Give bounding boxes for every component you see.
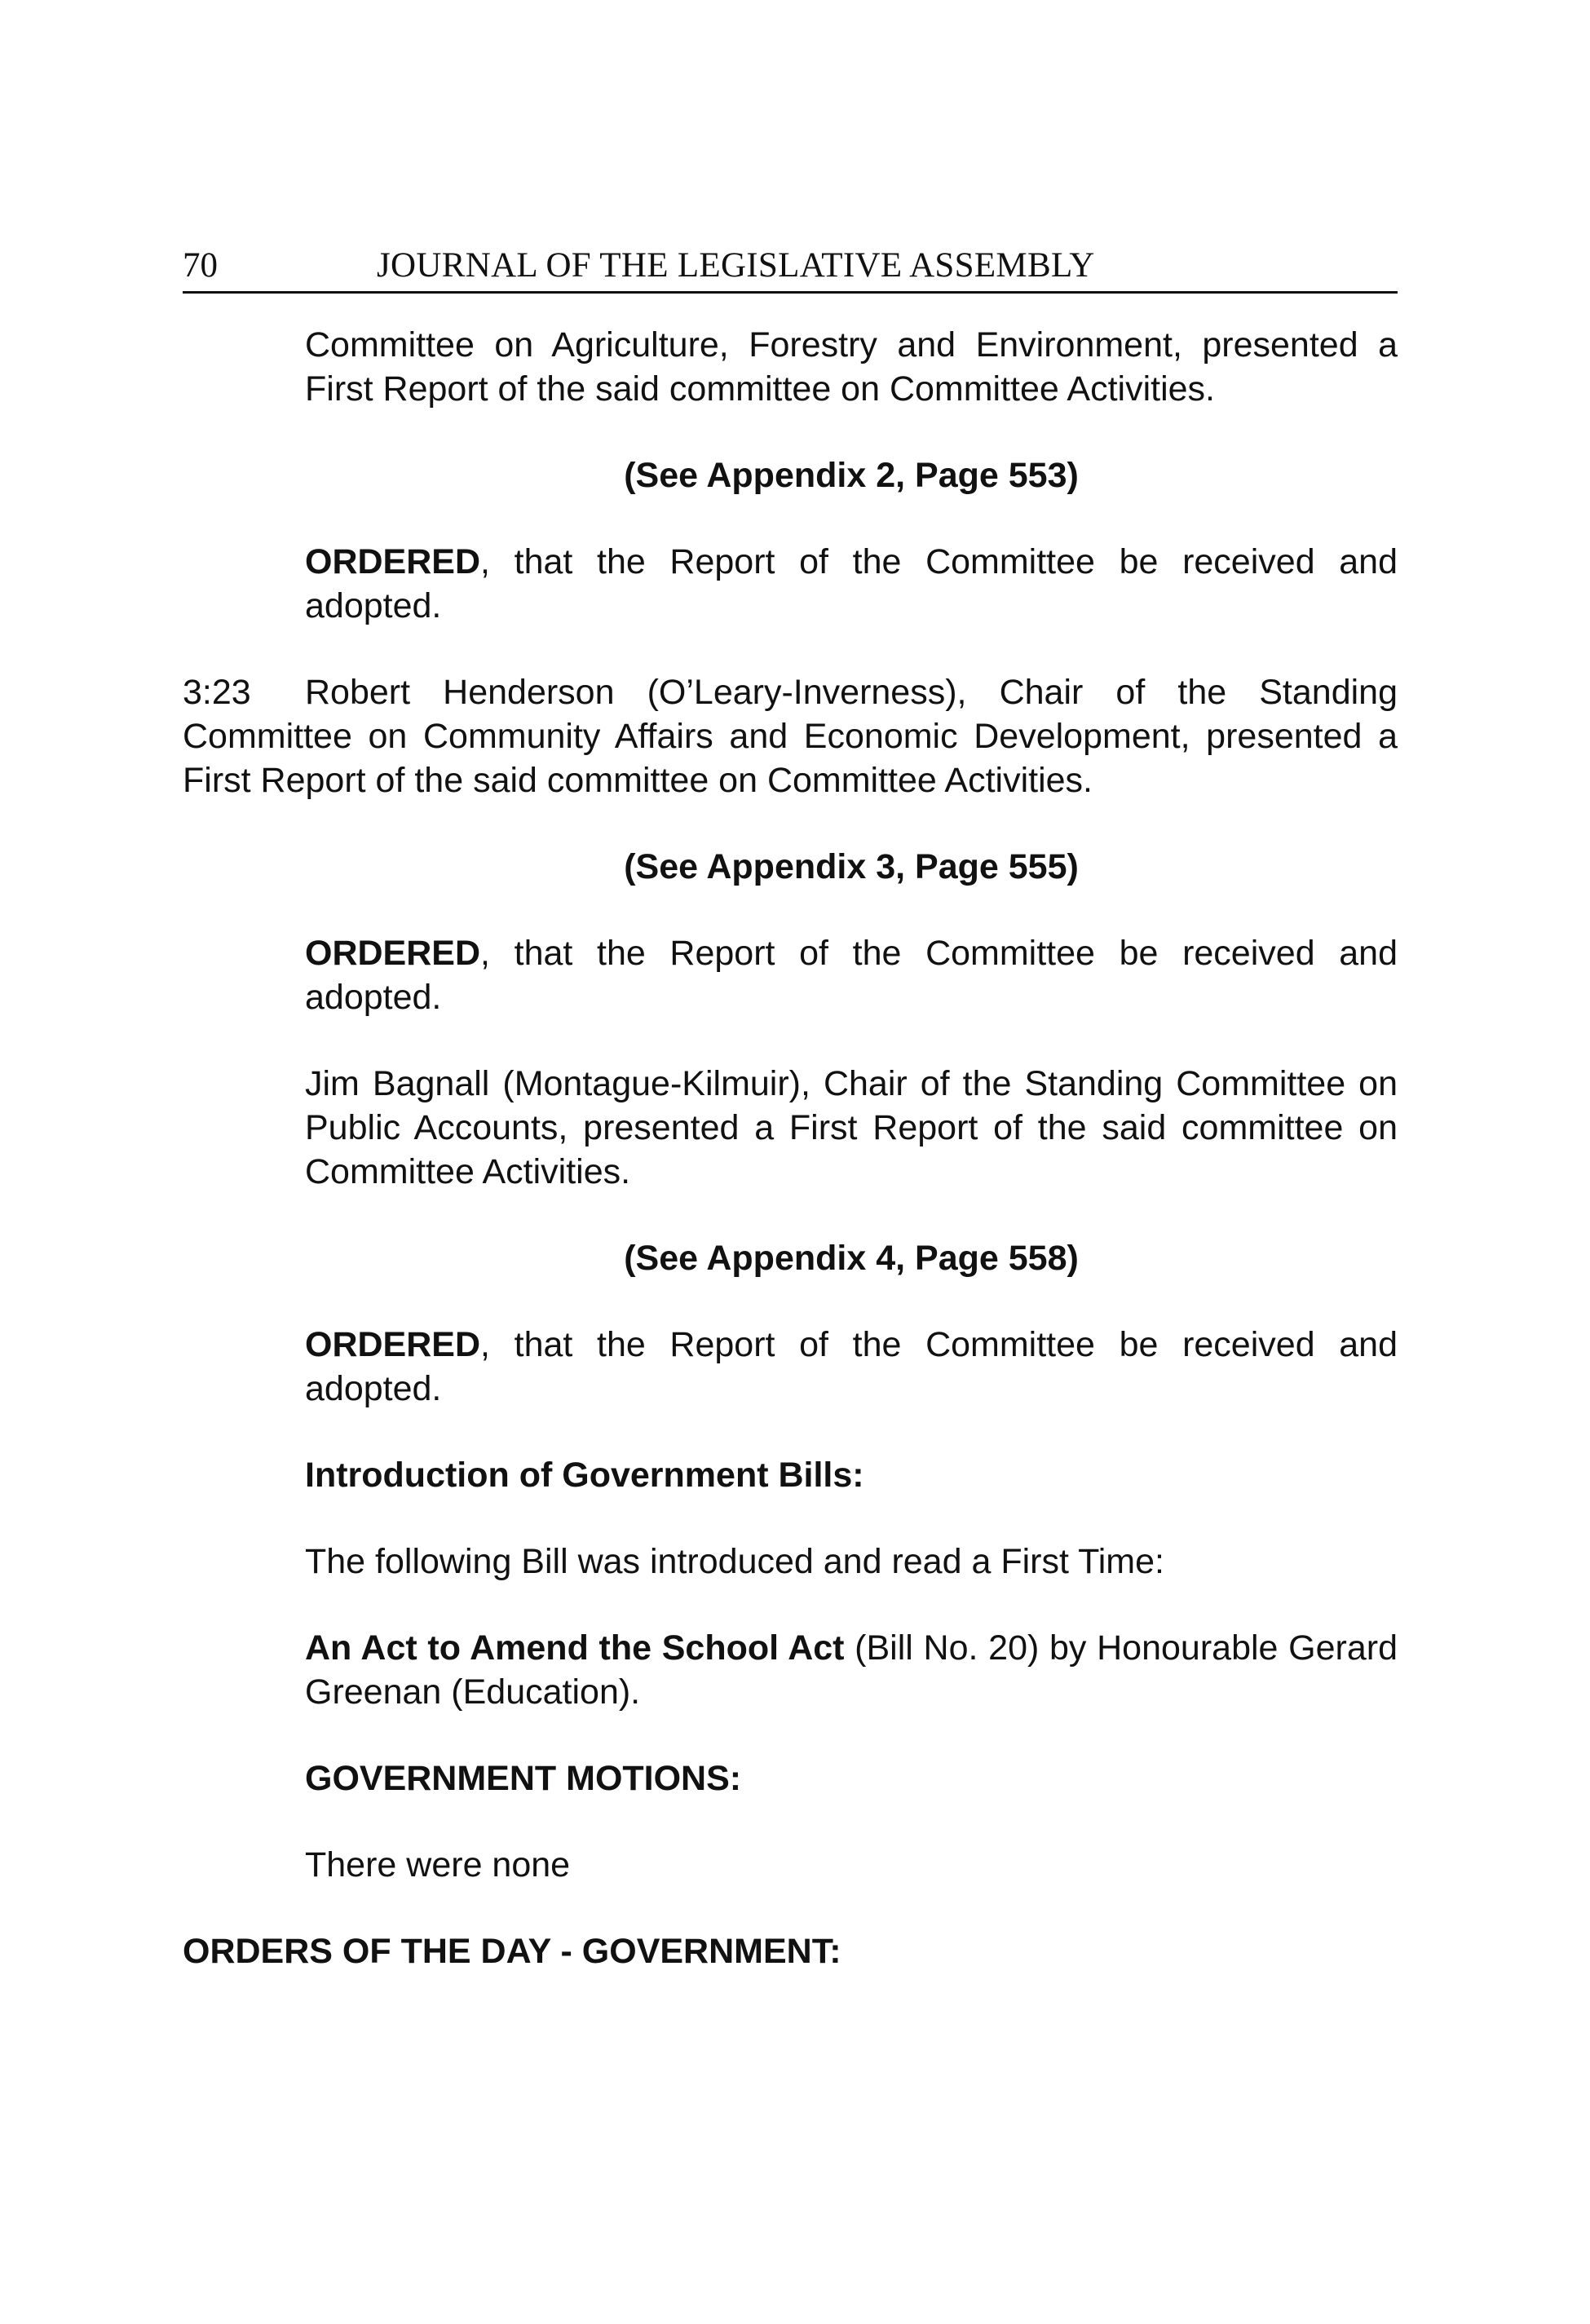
heading-government-bills: Introduction of Government Bills: [305, 1456, 864, 1495]
ordered-label: ORDERED [305, 1325, 481, 1364]
appendix-4-reference: (See Appendix 4, Page 558) [624, 1239, 1079, 1278]
continued-report-paragraph: Committee on Agriculture, Forestry and Environment, presented a First Report of the said committee on Committee Activities. [305, 325, 1398, 409]
appendix-2-reference: (See Appendix 2, Page 553) [624, 456, 1079, 495]
ordered-label: ORDERED [305, 934, 481, 973]
ordered-label: ORDERED [305, 542, 481, 581]
bill-intro-paragraph: The following Bill was introduced and read a First Time: [305, 1542, 1164, 1581]
journal-content [183, 323, 1398, 1973]
bill-paragraph [305, 1626, 1398, 1714]
appendix-3-reference: (See Appendix 3, Page 555) [624, 847, 1079, 886]
bagnall-report-paragraph: Jim Bagnall (Montague-Kilmuir), Chair of the Standing Committee on Public Accounts, presented a First Report of the said committee on Committee Activities. [305, 1064, 1398, 1191]
ordered-text: , that the Report of the Committee be received and adopted. [305, 1325, 1398, 1408]
ordered-paragraph-1 [305, 540, 1398, 628]
ordered-text: , that the Report of the Committee be received and adopted. [305, 542, 1398, 625]
heading-orders-of-the-day: ORDERS OF THE DAY - GOVERNMENT: [183, 1932, 841, 1971]
bill-details: (Bill No. 20) by Honourable Gerard Greenan (Education). [305, 1628, 1398, 1712]
journal-title: JOURNAL OF THE LEGISLATIVE ASSEMBLY [377, 246, 1095, 285]
journal-page [183, 241, 1398, 1973]
item-text: Robert Henderson (O’Leary-Inverness), Chair of the Standing Committee on Community Affairs and Economic Development, presented a First Report of the said committee on Committee Activities. [183, 673, 1398, 800]
heading-government-motions: GOVERNMENT MOTIONS: [305, 1759, 742, 1798]
item-3-23-paragraph [183, 670, 1398, 802]
ordered-paragraph-2 [305, 931, 1398, 1019]
ordered-paragraph-3 [305, 1323, 1398, 1411]
none-paragraph: There were none [305, 1845, 571, 1884]
page-number: 70 [183, 246, 218, 285]
page-header [183, 241, 1398, 294]
ordered-text: , that the Report of the Committee be received and adopted. [305, 934, 1398, 1017]
item-time: 3:23 [183, 673, 251, 712]
bill-title: An Act to Amend the School Act [305, 1628, 845, 1668]
